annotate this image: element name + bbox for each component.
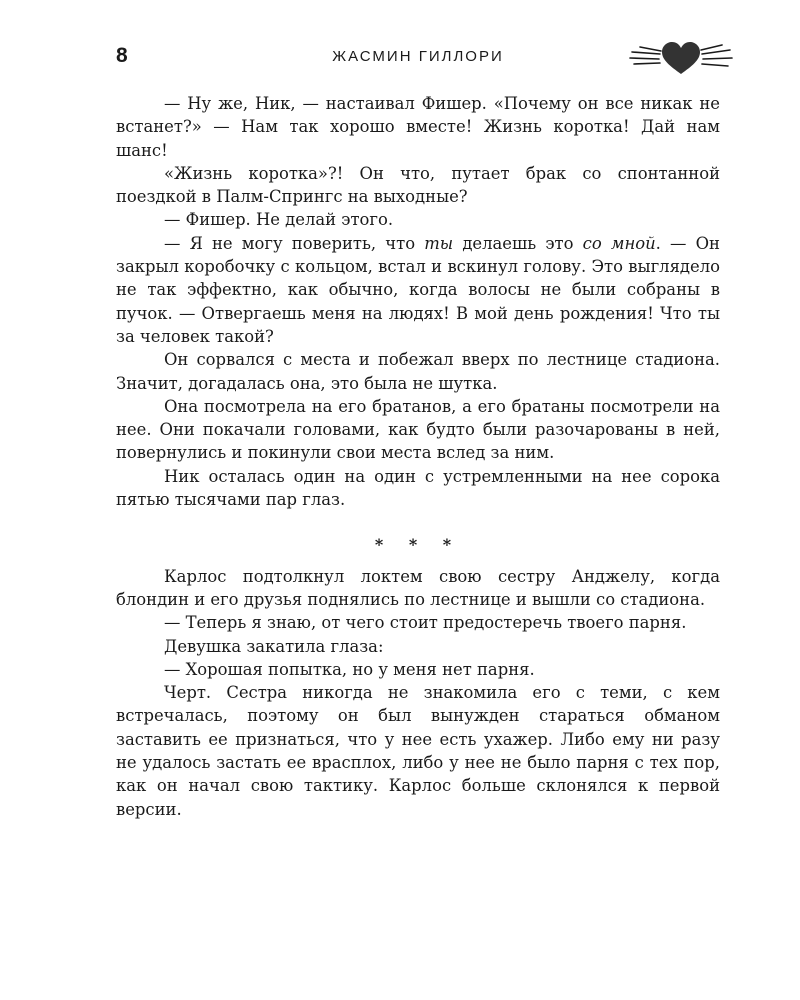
paragraph: — Ну же, Ник, — настаивал Фишер. «Почему он все никак не встанет?» — Нам так хорошо вместе! Жизнь коротка! Дай нам шанс! bbox=[116, 94, 720, 160]
paragraph: — Теперь я знаю, от чего стоит предостеречь твоего парня. bbox=[164, 613, 687, 633]
author-name: ЖАСМИН ГИЛЛОРИ bbox=[332, 48, 504, 65]
paragraph: Черт. Сестра никогда не знакомила его с теми, с кем встречалась, поэтому он был вынужден стараться обманом заставить ее признаться, что у нее есть ухажер. Либо ему ни разу не удалось застать ее врасплох, либо у нее не было парня с тех пор, как он начал свою тактику. Карлос больше склонялся к первой версии. bbox=[116, 683, 720, 819]
paragraph: Карлос подтолкнул локтем свою сестру Анджелу, когда блондин и его друзья поднялись по лестнице и вышли со стадиона. bbox=[116, 566, 720, 609]
italic-text: со мной bbox=[582, 233, 656, 253]
paragraph: Он сорвался с места и побежал вверх по лестнице стадиона. Значит, догадалась она, это была не шутка. bbox=[116, 350, 720, 393]
italic-text: ты bbox=[424, 233, 454, 253]
text-run: — Я не могу поверить, что bbox=[164, 233, 425, 253]
paragraph bbox=[116, 232, 720, 348]
paragraph: Она посмотрела на его братанов, а его братаны посмотрели на нее. Они покачали головами, как будто были разочарованы в ней, повернулись и покинули свои места вслед за ним. bbox=[116, 396, 720, 463]
paragraph: «Жизнь коротка»?! Он что, путает брак со спонтанной поездкой в Палм-Спрингс на выходные? bbox=[116, 163, 720, 207]
section-separator: * * * bbox=[374, 535, 462, 555]
paragraph: — Фишер. Не делай этого. bbox=[164, 210, 394, 230]
paragraph: — Хорошая попытка, но у меня нет парня. bbox=[164, 659, 535, 679]
paragraph: Девушка закатила глаза: bbox=[164, 636, 384, 656]
body-text bbox=[116, 92, 720, 821]
paragraph: Ник осталась один на один с устремленными на нее сорока пятью тысячами пар глаз. bbox=[116, 466, 720, 510]
running-head bbox=[116, 42, 720, 78]
text-run: . — Он закрыл коробочку с кольцом, встал и вскинул голову. Это выглядело не так эффектно, как обычно, когда волосы не были собраны в пучок. — Отвергаешь меня на людях! В мой день рождения! Что ты за человек такой? bbox=[116, 233, 720, 346]
heart-ornament-icon bbox=[626, 38, 736, 78]
text-run: делаешь это bbox=[453, 233, 583, 253]
page-number: 8 bbox=[116, 44, 128, 67]
